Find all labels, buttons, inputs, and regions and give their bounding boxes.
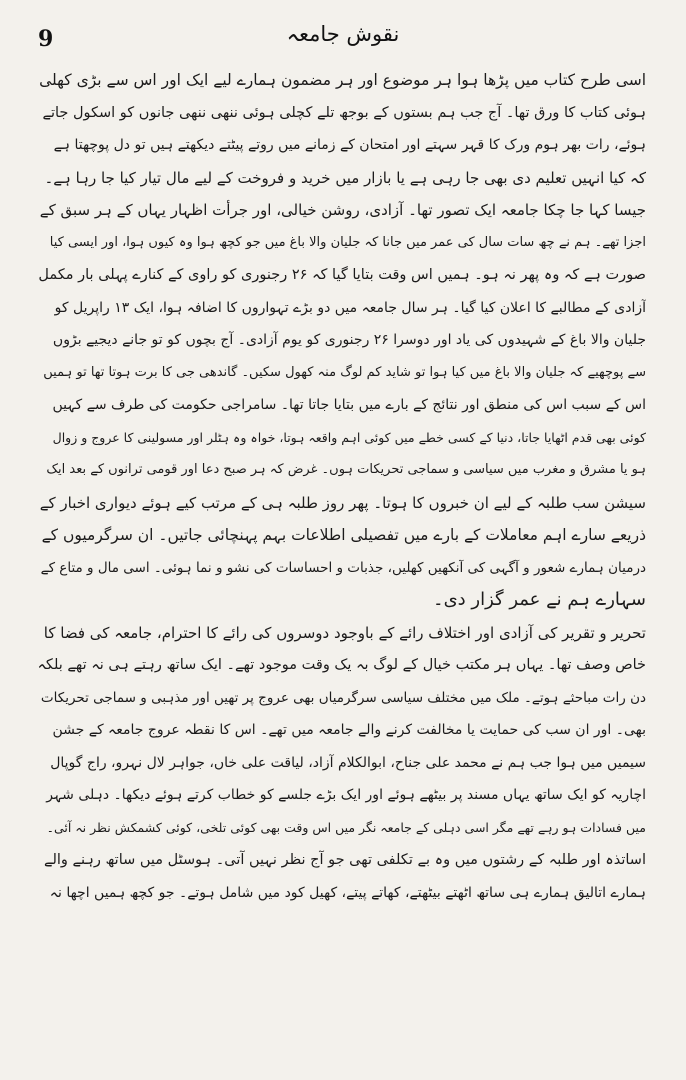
text-line: بھی۔ اور ان سب کی حمایت یا مخالفت کرنے والے جامعہ میں تھے۔ اس کا نقطہ عروج جامعہ کے جشن [52,722,646,738]
text-line: دن رات مباحثے ہوتے۔ ملک میں مختلف سیاسی سرگرمیاں بھی عروج پر تھیں اور مذہبی و سماجی تحریکات [40,689,646,706]
text-line: میں فسادات ہو رہے تھے مگر اسی دہلی کے جامعہ نگر میں اس وقت بھی کوئی تلخی، کوئی کشمکش نظر نہ آئی۔ [46,819,646,835]
text-line: ہمارے اتالیق ہمارے ہی ساتھ اٹھتے بیٹھتے، کھاتے پیتے، کھیل کود میں شامل ہوتے۔ جو کچھ ہمیں اچھا نہ [49,884,646,901]
text-line: آزادی کے مطالبے کا اعلان کیا گیا۔ ہر سال جامعہ میں دو بڑے تہواروں کا اضافہ ہوا، ایک ۱۳ راپریل کو [54,299,646,316]
text-line: صورت ہے کہ وہ پھر نہ ہو۔ ہمیں اس وقت بتایا گیا کہ ۲۶ رجنوری کو راوی کے کنارے پہلی بار مکمل [38,267,646,283]
paragraph [36,617,646,845]
text-line: کہ کیا انہیں تعلیم دی بھی جا رہی ہے یا بازار میں خرید و فروخت کے لیے مال تیار کیا جا رہا ہے۔ [44,168,646,187]
text-line: خاص وصف تھا۔ یہاں ہر مکتب خیال کے لوگ بہ یک وقت موجود تھے۔ ایک ساتھ رہتے ہی نہ تھے بلکہ [37,657,646,673]
text-line: سیشن سب طلبہ کے لیے ان خبروں کا ہوتا۔ پھر روز طلبہ ہی کے مرتب کیے ہوئے دیواری اخبار کے [39,493,646,512]
text-line: سے پوچھیے کہ جلیان والا باغ میں کیا ہوا تو شاید کم لوگ منہ کھول سکیں۔ گاندھی جی کا برت ہوتا تھا تو ہمیں [43,364,646,380]
paragraph [36,194,646,617]
text-line: تحریر و تقریر کی آزادی اور اختلاف رائے کے باوجود دوسروں کی رائے کا احترام، جامعہ کی فضا کا [43,623,646,642]
text-line: کوئی بھی قدم اٹھایا جاتا، دنیا کے کسی خطے میں کوئی اہم واقعہ ہوتا، خواہ وہ ہٹلر اور مسولینی کا عروج و زوال [52,429,646,445]
text-line: ہو یا مشرق و مغرب میں سیاسی و سماجی تحریکات ہوں۔ غرض کہ ہر صبح دعا اور قومی ترانوں کے بعد ایک [46,462,646,477]
text-line: اس کے سبب اس کی منطق اور نتائج کے بارے میں بتایا جاتا تھا۔ سامراجی حکومت کی طرف سے کہیں [52,397,646,413]
text-line: ہوئے، رات بھر ہوم ورک کا قہر سہتے اور امتحان کے زمانے میں روتے پیٹتے دیکھتے ہیں تو دل پوچھتا ہے [53,137,646,153]
paragraph [36,64,646,194]
text-line: اچاریہ کو ایک ساتھ یہاں مسند پر بیٹھے ہوئے اور ایک بڑے جلسے کو خطاب کرتے ہوئے دیکھا۔ دہلی شہر [46,787,646,803]
paragraph [36,844,646,909]
text-line: جلیان والا باغ کے شہیدوں کی یاد اور دوسرا ۲۶ رجنوری کو یوم آزادی۔ آج بچوں کو تو جانے دیجیے بڑوں [52,332,646,348]
text-line: ذریعے سارے اہم معاملات کے بارے میں تفصیلی اطلاعات بہم پہنچائی جاتیں۔ ان سرگرمیوں کے [41,526,646,544]
text-line: سیمیں میں ہوا جب ہم نے محمد علی جناح، ابوالکلام آزاد، لیاقت علی خاں، جواہر لال نہرو، راج گوپال [50,754,646,771]
body-text [36,64,646,909]
text-line: اساتذہ اور طلبہ کے رشتوں میں وہ بے تکلفی تھی جو آج نظر نہیں آتی۔ ہوسٹل میں ساتھ رہنے والے [43,852,646,868]
text-line: ہوئی کتاب کا ورق تھا۔ آج جب ہم بستوں کے بوجھ تلے کچلی ہوئی ننھی ننھی جانوں کو اسکول جاتے [42,104,646,121]
text-line: اجزا تھے۔ ہم نے چھ سات سال کی عمر میں جانا کہ جلیان والا باغ میں جو کچھ ہوا وہ کیوں ہوا، اور ایسی کیا [49,234,646,250]
running-title: نقوش جامعہ [286,22,400,46]
text-line: درمیان ہمارے شعور و آگہی کی آنکھیں کھلیں، جذبات و احساسات کی نشو و نما ہوئی۔ اسی مال و متاع کے [40,559,646,576]
text-line: سہارے ہم نے عمر گزار دی۔ [433,589,646,610]
text-line: اسی طرح کتاب میں پڑھا ہوا ہر موضوع اور ہر مضمون ہمارے لیے ایک اور اس سے بڑی کھلی [39,71,646,89]
text-line: جیسا کہا جا چکا جامعہ ایک تصور تھا۔ آزادی، روشن خیالی، اور جرأت اظہار یہاں کے ہر سبق کے [39,201,646,219]
page-number: 9 [38,26,54,52]
